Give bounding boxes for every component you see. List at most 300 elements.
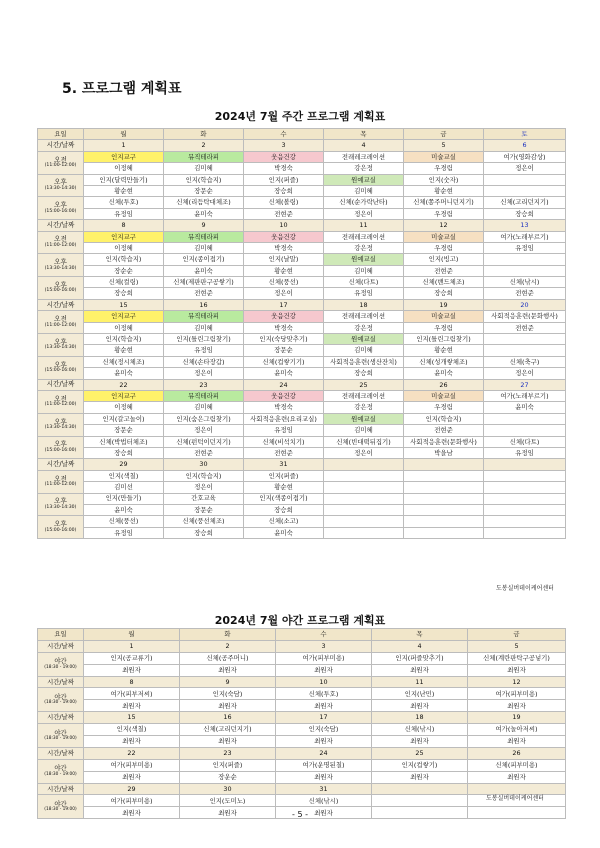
weekly-teacher-cell: 장승희 [404,288,484,299]
weekly-program-cell [484,493,566,504]
weekly-program-cell: 신체(쫑주머니던지기) [404,197,484,208]
night-teacher-cell: 최원자 [84,700,180,712]
weekly-teacher-cell [404,504,484,515]
weekly-teacher-cell: 윤미숙 [484,402,566,413]
night-teacher-cell: 최원자 [84,807,180,819]
weekly-teacher-cell: 전현준 [164,447,244,458]
weekly-teacher-cell: 장승희 [324,368,404,379]
night-teacher-cell: 최원자 [468,736,566,748]
weekly-program-cell: 웃음건강 [244,231,324,242]
weekly-teacher-cell [324,527,404,538]
weekly-date-cell: 20 [484,299,566,310]
weekly-date-cell [484,459,566,470]
weekly-program-cell: 신체(소고) [244,516,324,527]
weekly-teacher-cell: 전현준 [244,447,324,458]
night-day-header: 금 [468,629,566,641]
night-date-row [38,640,566,652]
weekly-teacher-cell: 황순현 [404,185,484,196]
weekly-teacher-cell: 이정혜 [84,163,164,174]
night-date-cell: 17 [276,712,372,724]
weekly-program-row [38,470,566,481]
weekly-date-label: 시간/날짜 [38,140,84,151]
weekly-teacher-cell: 김미혜 [164,242,244,253]
night-program-cell: 여가(피부미용) [84,759,180,771]
weekly-slot-pm2 [38,516,84,539]
night-date-cell: 30 [180,783,276,795]
weekly-date-label: 시간/날짜 [38,379,84,390]
weekly-program-cell: 원예교실 [324,174,404,185]
night-program-cell: 신체(고리던지기) [180,724,276,736]
weekly-slot-am-label: 오전 [54,315,67,324]
weekly-program-cell: 여가(영화감상) [484,151,566,162]
night-teacher-cell: 최원자 [468,700,566,712]
weekly-slot-pm1-time: (13:30-14:30) [44,425,77,431]
weekly-teacher-cell: 정은이 [484,368,566,379]
night-day-header: 수 [276,629,372,641]
weekly-date-cell: 13 [484,220,566,231]
night-slot-time: (18:30 - 19:00) [44,771,77,777]
weekly-day-header: 토 [484,129,566,140]
weekly-program-cell [404,516,484,527]
weekly-teacher-row [38,482,566,493]
weekly-teacher-cell: 전현준 [484,322,566,333]
night-program-cell: 인지(숙담) [276,724,372,736]
weekly-teacher-cell: 장승희 [244,504,324,515]
weekly-teacher-cell: 황순현 [404,345,484,356]
weekly-program-cell: 인지(숨은그림찾기) [164,413,244,424]
night-program-cell: 신체(계란판탁구공넣기) [468,652,566,664]
weekly-teacher-cell [484,482,566,493]
weekly-slot-am-time: (11:00-12:00) [44,482,77,488]
night-slot-time: (18:30 - 19:00) [44,736,77,742]
weekly-program-row [38,197,566,208]
weekly-slot-pm2-label: 오후 [54,280,67,289]
night-date-cell: 24 [276,747,372,759]
weekly-program-cell: 인지(갈고놀이) [84,413,164,424]
night-teacher-cell: 최원자 [372,664,468,676]
weekly-slot-am [38,390,84,413]
weekly-slot-pm1 [38,493,84,516]
weekly-program-cell: 사회적응훈련(요리교실) [244,413,324,424]
night-teacher-cell: 최원자 [84,736,180,748]
weekly-program-cell: 사회적응훈련(문화행사) [404,436,484,447]
weekly-date-cell: 11 [324,220,404,231]
weekly-teacher-cell: 정은이 [164,425,244,436]
weekly-program-cell: 인지교구 [84,390,164,401]
weekly-teacher-cell: 장문순 [84,425,164,436]
weekly-slot-pm1-label: 오후 [54,417,67,426]
weekly-teacher-cell [484,425,566,436]
weekly-program-cell: 신체(박법터체조) [84,436,164,447]
weekly-teacher-cell: 우경림 [404,163,484,174]
weekly-date-cell: 16 [164,299,244,310]
weekly-program-cell: 신체(축구) [484,356,566,367]
weekly-program-cell [484,174,566,185]
weekly-program-cell: 인지(학습지) [404,413,484,424]
weekly-teacher-cell: 장승희 [164,527,244,538]
weekly-teacher-cell: 황순현 [84,185,164,196]
weekly-program-cell: 신체(성개쌓체조) [404,356,484,367]
weekly-teacher-row [38,447,566,458]
weekly-teacher-cell [324,482,404,493]
night-teacher-cell: 최원자 [180,807,276,819]
night-teacher-row [38,771,566,783]
weekly-teacher-cell: 전현준 [164,288,244,299]
weekly-program-cell: 신체(펀턱이던지기) [164,436,244,447]
weekly-teacher-cell: 박을남 [404,447,484,458]
weekly-program-cell: 여가(노래부르기) [484,231,566,242]
weekly-date-cell: 30 [164,459,244,470]
weekly-day-header: 월 [84,129,164,140]
weekly-teacher-cell: 윤미숙 [84,504,164,515]
weekly-teacher-cell: 장승희 [84,288,164,299]
night-program-row [38,759,566,771]
weekly-program-row [38,516,566,527]
weekly-date-cell [404,459,484,470]
weekly-teacher-cell: 김미혜 [324,185,404,196]
weekly-slot-pm2 [38,277,84,300]
weekly-teacher-cell: 윤미숙 [404,368,484,379]
weekly-date-label: 시간/날짜 [38,459,84,470]
weekly-program-cell: 뮤직테라피 [164,390,244,401]
weekly-program-cell: 인지(색종이접기) [244,493,324,504]
night-date-cell: 10 [276,676,372,688]
weekly-date-cell: 12 [404,220,484,231]
weekly-teacher-row [38,242,566,253]
weekly-teacher-cell: 정은이 [244,288,324,299]
weekly-program-row [38,277,566,288]
night-program-cell: 신체(투호) [276,688,372,700]
weekly-slot-am-time: (11:00-12:00) [44,242,77,248]
weekly-slot-pm2-time: (15:00-16:00) [44,447,77,453]
night-program-cell [372,795,468,807]
night-date-label: 시간/날짜 [38,676,84,688]
weekly-teacher-cell: 우경림 [404,242,484,253]
weekly-teacher-cell: 장승희 [244,185,324,196]
weekly-program-cell: 원예교실 [324,413,404,424]
weekly-program-cell: 뮤직테라피 [164,231,244,242]
weekly-teacher-cell: 김미혜 [164,402,244,413]
weekly-header-label: 요일 [38,129,84,140]
weekly-teacher-cell: 박경숙 [244,402,324,413]
weekly-program-cell: 인지(학습지) [164,174,244,185]
weekly-program-cell: 전래레크레이션 [324,390,404,401]
weekly-teacher-cell: 윤미숙 [244,368,324,379]
night-day-header: 월 [84,629,180,641]
night-program-cell: 여가(운명된칠) [276,759,372,771]
weekly-teacher-cell: 정은이 [324,447,404,458]
weekly-program-cell [404,470,484,481]
weekly-teacher-cell: 윤미숙 [164,208,244,219]
weekly-slot-pm1-time: (13:30-14:30) [44,185,77,191]
night-program-cell: 신체(낚시) [372,724,468,736]
weekly-date-cell: 29 [84,459,164,470]
weekly-teacher-cell: 장순순 [84,265,164,276]
weekly-date-cell: 17 [244,299,324,310]
night-date-cell: 4 [372,640,468,652]
night-teacher-cell: 최원자 [372,700,468,712]
night-slot-label: 야간 [54,800,67,808]
weekly-slot-am-label: 오전 [54,474,67,483]
weekly-teacher-row [38,185,566,196]
weekly-teacher-row [38,345,566,356]
weekly-date-row [38,220,566,231]
weekly-program-cell: 신체(컵쌓기기) [244,356,324,367]
night-teacher-cell: 최원자 [276,807,372,819]
night-date-cell: 22 [84,747,180,759]
weekly-slot-pm1-label: 오후 [54,337,67,346]
weekly-program-cell: 신체(풍선체조) [164,516,244,527]
weekly-program-cell: 원예교실 [324,254,404,265]
night-teacher-row [38,664,566,676]
weekly-teacher-cell: 이정혜 [84,402,164,413]
weekly-program-cell: 신체(볼링) [244,197,324,208]
night-date-cell: 2 [180,640,276,652]
weekly-program-cell: 웃음건강 [244,311,324,322]
weekly-slot-pm2-label: 오후 [54,440,67,449]
weekly-teacher-cell [404,482,484,493]
weekly-program-row [38,151,566,162]
weekly-program-cell: 전래레크레이션 [324,151,404,162]
night-program-cell: 신체(낚시) [276,795,372,807]
weekly-teacher-cell: 유정임 [324,288,404,299]
weekly-program-cell: 신체(풍선) [244,277,324,288]
weekly-program-row [38,174,566,185]
weekly-date-cell: 24 [244,379,324,390]
night-teacher-cell: 최원자 [180,736,276,748]
weekly-program-cell: 신체(투호) [84,197,164,208]
weekly-teacher-cell: 강은정 [324,163,404,174]
night-program-cell: 신체(공주머니) [180,652,276,664]
night-date-cell: 5 [468,640,566,652]
night-date-cell: 16 [180,712,276,724]
night-date-row [38,747,566,759]
night-program-cell: 인지(숙담) [180,688,276,700]
weekly-teacher-cell [484,265,566,276]
weekly-program-cell: 신체(컬링) [84,277,164,288]
weekly-teacher-row [38,402,566,413]
weekly-slot-pm2 [38,356,84,379]
weekly-teacher-cell [484,504,566,515]
weekly-teacher-cell [324,504,404,515]
night-slot-label: 야간 [54,764,67,773]
weekly-slot-pm1 [38,413,84,436]
weekly-teacher-cell: 윤미숙 [244,527,324,538]
weekly-date-cell: 4 [324,140,404,151]
night-program-cell: 여가(피부미용) [468,688,566,700]
weekly-program-cell: 신체(빈대떡뒤집기) [324,436,404,447]
night-date-cell: 26 [468,747,566,759]
weekly-program-cell: 인지(숙당맞추기) [244,334,324,345]
weekly-teacher-cell: 박경숙 [244,163,324,174]
weekly-teacher-cell: 우경림 [404,402,484,413]
weekly-program-cell: 웃음건강 [244,390,324,401]
weekly-teacher-row [38,288,566,299]
weekly-slot-pm2 [38,436,84,459]
weekly-program-cell: 뮤직테라피 [164,151,244,162]
weekly-teacher-cell: 김미선 [84,482,164,493]
weekly-program-cell: 원예교실 [324,334,404,345]
weekly-date-cell: 25 [324,379,404,390]
weekly-program-cell: 사회적응훈련(생산잔치) [324,356,404,367]
night-date-label: 시간/날짜 [38,712,84,724]
weekly-program-cell: 인지(빙고) [404,254,484,265]
weekly-teacher-cell: 황순현 [244,482,324,493]
weekly-program-row [38,493,566,504]
weekly-date-cell: 3 [244,140,324,151]
weekly-teacher-cell: 김미혜 [324,345,404,356]
weekly-program-cell [324,470,404,481]
weekly-day-header: 금 [404,129,484,140]
page-number: - 5 - [292,810,308,819]
weekly-slot-am [38,470,84,493]
weekly-program-cell: 웃음건강 [244,151,324,162]
weekly-date-label: 시간/날짜 [38,220,84,231]
night-date-cell: 19 [468,712,566,724]
weekly-slot-pm2-label: 오후 [54,201,67,210]
weekly-date-row [38,140,566,151]
weekly-program-cell [484,254,566,265]
weekly-date-row [38,459,566,470]
night-program-row [38,688,566,700]
weekly-teacher-cell: 김미혜 [324,425,404,436]
weekly-program-cell: 신체(정시체조) [84,356,164,367]
weekly-teacher-cell: 박경숙 [244,322,324,333]
weekly-program-cell: 인지(숫자) [404,174,484,185]
weekly-program-cell: 여가(노래부르기) [484,390,566,401]
weekly-date-label: 시간/날짜 [38,299,84,310]
weekly-date-cell: 23 [164,379,244,390]
weekly-program-row [38,413,566,424]
night-program-cell: 인지(컵쌓기) [372,759,468,771]
night-teacher-cell: 장운순 [180,771,276,783]
night-program-cell: 인지(도미노) [180,795,276,807]
weekly-program-row [38,356,566,367]
weekly-day-header: 화 [164,129,244,140]
weekly-teacher-row [38,265,566,276]
weekly-table-title: 2024년 7월 주간 프로그램 계획표 [214,110,386,123]
weekly-program-cell: 미술교실 [404,390,484,401]
weekly-teacher-cell: 장승희 [484,208,566,219]
weekly-date-row [38,379,566,390]
weekly-program-cell: 인지(퍼즐) [244,174,324,185]
weekly-teacher-cell [484,345,566,356]
weekly-program-table [37,128,566,539]
weekly-program-cell: 신체(밴드체조) [404,277,484,288]
weekly-program-row [38,334,566,345]
weekly-teacher-row [38,163,566,174]
weekly-slot-pm2-time: (15:00-16:00) [44,527,77,533]
night-day-header: 화 [180,629,276,641]
weekly-teacher-cell: 유정임 [244,425,324,436]
weekly-teacher-cell: 윤미숙 [84,368,164,379]
weekly-program-cell: 신체(리듬탁대체조) [164,197,244,208]
night-program-cell: 인지(퍼즐맞추기) [372,652,468,664]
night-program-cell: 인지(퍼즐) [180,759,276,771]
weekly-program-cell: 인지(만들기) [84,493,164,504]
weekly-teacher-row [38,527,566,538]
weekly-slot-pm1-time: (13:30-14:30) [44,265,77,271]
weekly-program-row [38,436,566,447]
weekly-program-cell: 신체(순가락난타) [324,197,404,208]
weekly-slot-am-label: 오전 [54,235,67,244]
weekly-date-cell: 31 [244,459,324,470]
night-teacher-cell: 최원자 [276,771,372,783]
night-date-cell: 12 [468,676,566,688]
night-teacher-cell: 최원자 [84,771,180,783]
night-program-cell: 인지(색칠) [84,724,180,736]
weekly-program-cell: 뮤직테라피 [164,311,244,322]
night-slot-time: (18:30 - 19:00) [44,664,77,670]
weekly-teacher-cell: 황순현 [244,265,324,276]
night-program-cell: 인지(공교류기) [84,652,180,664]
weekly-slot-am-time: (11:00-12:00) [44,322,77,328]
weekly-program-cell: 인지(날말) [244,254,324,265]
weekly-teacher-cell: 이정혜 [84,242,164,253]
weekly-teacher-cell: 전현준 [404,265,484,276]
weekly-program-cell [484,413,566,424]
night-date-label: 시간/날짜 [38,640,84,652]
night-date-cell: 11 [372,676,468,688]
weekly-program-cell: 인지교구 [84,231,164,242]
night-date-cell: 29 [84,783,180,795]
section-title: 5. 프로그램 계획표 [62,81,182,97]
night-teacher-cell: 최원자 [468,771,566,783]
weekly-date-cell: 8 [84,220,164,231]
weekly-program-cell: 인지(색칠) [84,470,164,481]
night-teacher-cell: 최원자 [372,736,468,748]
weekly-teacher-cell: 김미혜 [164,322,244,333]
night-slot-label: 야간 [54,657,67,666]
weekly-program-cell: 신체(제판판구공쌓기) [164,277,244,288]
weekly-slot-pm1 [38,174,84,197]
night-teacher-cell: 최원자 [180,700,276,712]
weekly-teacher-cell: 정은이 [324,208,404,219]
weekly-slot-pm2 [38,197,84,220]
weekly-program-cell: 미술교실 [404,311,484,322]
weekly-program-cell: 신체(낚시) [484,277,566,288]
weekly-program-cell: 신체(손타장갑) [164,356,244,367]
weekly-teacher-cell: 유정임 [484,242,566,253]
weekly-program-cell: 신체(고리던지기) [484,197,566,208]
weekly-program-cell: 인지교구 [84,311,164,322]
weekly-date-cell: 1 [84,140,164,151]
night-header-row [38,629,566,641]
night-slot-label: 야간 [54,692,67,701]
weekly-date-cell: 18 [324,299,404,310]
night-date-cell: 1 [84,640,180,652]
weekly-date-cell: 22 [84,379,164,390]
weekly-program-cell [484,470,566,481]
night-table-title: 2024년 7월 야간 프로그램 계획표 [214,614,386,627]
night-date-cell: 25 [372,747,468,759]
weekly-teacher-cell: 강은정 [324,242,404,253]
weekly-slot-pm1 [38,334,84,357]
weekly-program-cell: 미술교실 [404,151,484,162]
weekly-teacher-cell: 전현준 [404,425,484,436]
weekly-slot-am-label: 오전 [54,394,67,403]
night-date-cell: 31 [276,783,372,795]
night-program-table [37,628,566,819]
night-program-cell: 여가(피부저씨) [84,688,180,700]
weekly-program-row [38,254,566,265]
weekly-slot-am [38,311,84,334]
weekly-program-cell: 전래레크레이션 [324,311,404,322]
weekly-program-cell [484,334,566,345]
weekly-program-cell: 신체(풍선) [84,516,164,527]
weekly-program-cell: 인지(학습지) [164,470,244,481]
night-date-cell: 23 [180,747,276,759]
